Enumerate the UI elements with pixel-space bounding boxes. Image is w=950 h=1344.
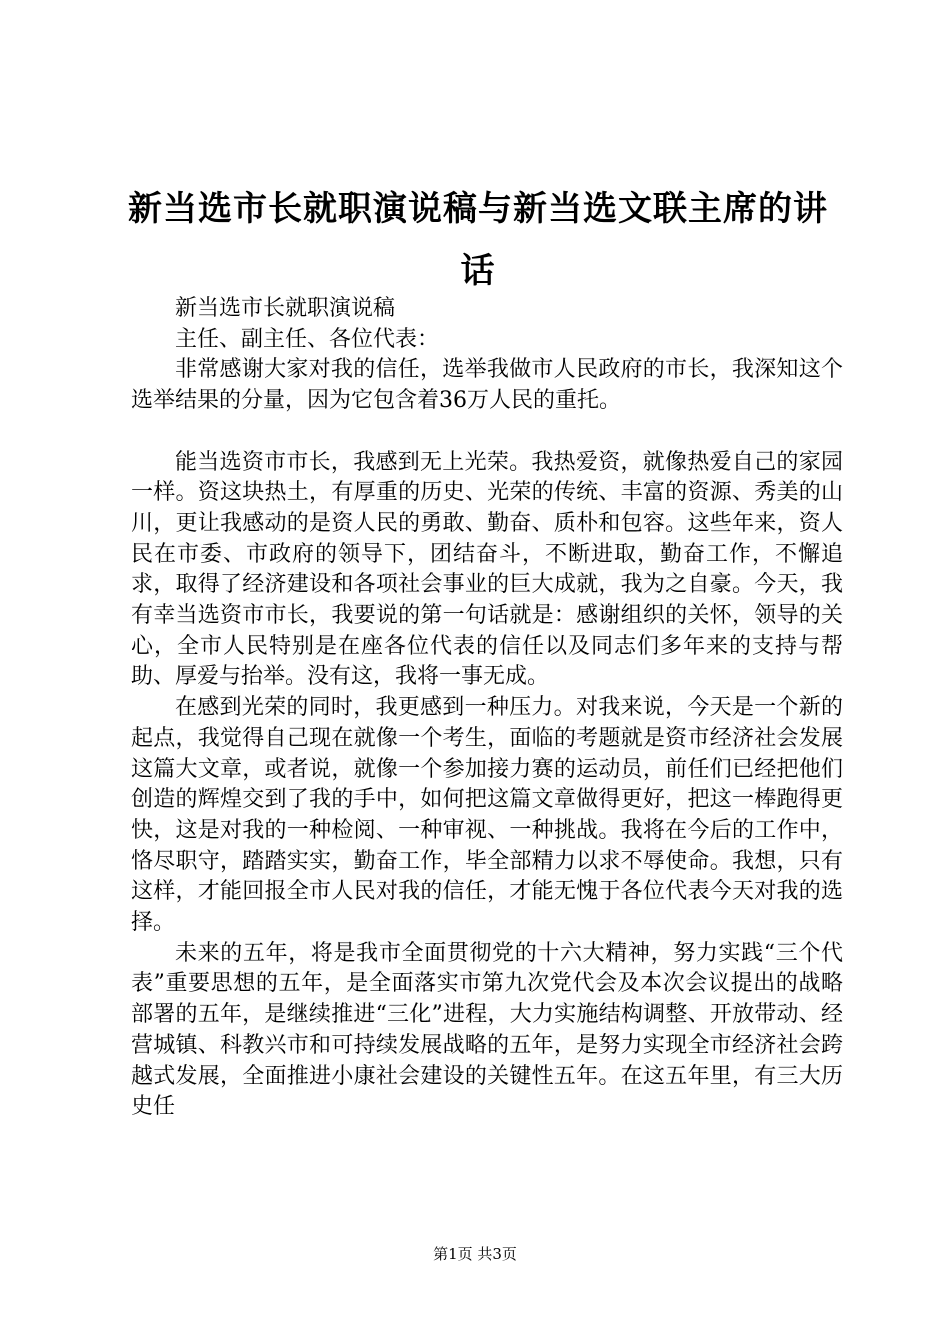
speech-heading: 新当选市长就职演说稿 <box>175 296 396 321</box>
salutation: 主任、副主任、各位代表： <box>175 326 440 352</box>
document-title: 新当选市长就职演说稿与新当选文联主席的讲话 <box>128 189 828 291</box>
paragraph: 未来的五年，将是我市全面贯彻党的十六大精神，努力实践“三个代表”重要思想的五年，是全面落实市第九次党代会及本次会议提出的战略部署的五年，是继续推进“三化”进程，大力实施结构调整、开放带动、经营城镇、科教兴市和可持续发展战略的五年，是努力实现全市经济社会跨越式发展，全面推进小康社会建设的关键性五年。在这五年里，有三大历史任 <box>131 940 843 1120</box>
page-footer: 第1页 共3页 <box>433 1245 517 1263</box>
paragraph: 非常感谢大家对我的信任，选举我做市人民政府的市长，我深知这个选举结果的分量，因为它包含着36万人民的重托。 <box>131 357 843 414</box>
blank-line <box>131 417 843 448</box>
paragraph: 在感到光荣的同时，我更感到一种压力。对我来说，今天是一个新的起点，我觉得自己现在就像一个考生，面临的考题就是资市经济社会发展这篇大文章，或者说，就像一个参加接力赛的运动员，前任们已经把他们创造的辉煌交到了我的手中，如何把这篇文章做得更好，把这一棒跑得更快，这是对我的一种检阅、一种审视、一种挑战。我将在今后的工作中，恪尽职守，踏踏实实，勤奋工作，毕全部精力以求不辱使命。我想，只有这样，才能回报全市人民对我的信任，才能无愧于各位代表今天对我的选择。 <box>131 695 843 936</box>
document-body <box>131 294 843 1123</box>
paragraph: 能当选资市市长，我感到无上光荣。我热爱资，就像热爱自己的家园一样。资这块热土，有厚重的历史、光荣的传统、丰富的资源、秀美的山川，更让我感动的是资人民的勇敢、勤奋、质朴和包容。这些年来，资人民在市委、市政府的领导下，团结奋斗，不断进取，勤奋工作，不懈追求，取得了经济建设和各项社会事业的巨大成就，我为之自豪。今天，我有幸当选资市市长，我要说的第一句话就是：感谢组织的关怀，领导的关心，全市人民特别是在座各位代表的信任以及同志们多年来的支持与帮助、厚爱与抬举。没有这，我将一事无成。 <box>131 449 843 690</box>
